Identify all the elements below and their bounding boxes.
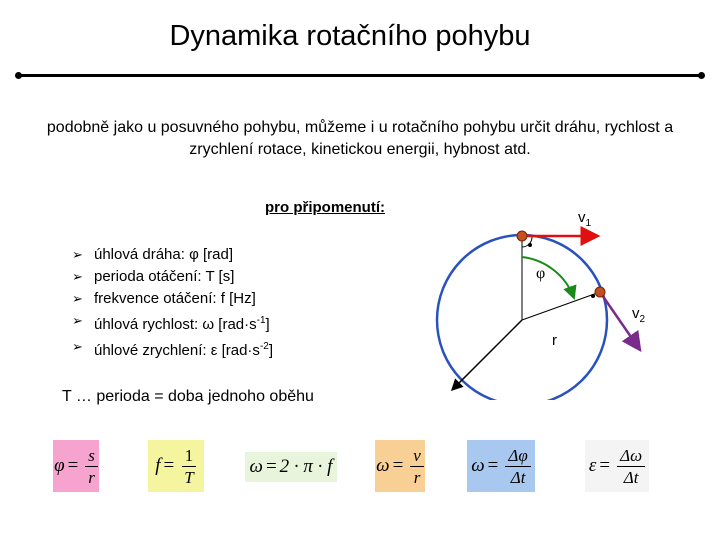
divider-right-dot xyxy=(698,72,705,79)
intro-text: podobně jako u posuvného pohybu, můžeme i u rotačního pohybu určit dráhu, rychlost a zrychlení rotace, kinetickou energii, hybnost atd. xyxy=(46,119,674,158)
quantity-list xyxy=(72,244,273,362)
formula-angular-velocity-v: ω = $\frac{v}{r}$ xyxy=(375,440,425,492)
label-v1: $v_1$ xyxy=(578,209,592,229)
particle-2-icon xyxy=(595,287,605,297)
particle-1-icon xyxy=(517,231,527,241)
angle-dot-2 xyxy=(591,294,595,298)
formula-frequency: f = $\frac{1}{T}$ xyxy=(148,440,204,492)
arrow-bullet-icon: ➢ xyxy=(72,269,83,284)
list-item: ➢ úhlová rychlost: ω $[rad\cdot s^{-1}]$ xyxy=(72,310,273,336)
reminder-heading: pro připomenutí: xyxy=(265,199,385,216)
arrow-bullet-icon: ➢ xyxy=(72,339,83,354)
angle-dot-1 xyxy=(528,243,532,247)
formula-angle: φ = $\frac{s}{r}$ xyxy=(53,440,99,492)
divider-left-dot xyxy=(15,72,22,79)
radius-line-2 xyxy=(522,292,600,320)
label-v2: $v_2$ xyxy=(632,305,646,325)
rotation-diagram xyxy=(420,200,670,400)
formula-angular-velocity-delta: ω = $\frac{\Delta\varphi}{\Delta t}$ xyxy=(467,440,535,492)
list-item: ➢ frekvence otáčení: f [Hz] xyxy=(72,288,273,310)
list-item: ➢ perioda otáčení: T [s] xyxy=(72,266,273,288)
arrow-bullet-icon: ➢ xyxy=(72,291,83,306)
arrow-bullet-icon: ➢ xyxy=(72,247,83,262)
title-divider xyxy=(18,74,702,77)
angle-arc xyxy=(522,257,574,298)
list-item: ➢ úhlové zrychlení: ε $[rad\cdot s^{-2}]$ xyxy=(72,336,273,362)
label-r: r xyxy=(552,332,557,349)
label-phi: φ xyxy=(536,265,546,282)
arrow-bullet-icon: ➢ xyxy=(72,313,83,328)
list-item: ➢ úhlová dráha: φ [rad] xyxy=(72,244,273,266)
period-note: T … perioda = doba jednoho oběhu xyxy=(62,388,314,405)
formula-angular-acceleration: ε = $\frac{\Delta\omega}{\Delta t}$ xyxy=(585,440,649,492)
page-title: Dynamika rotačního pohybu xyxy=(169,20,531,52)
radius-arrow xyxy=(452,320,522,390)
formula-angular-velocity-f: ω = 2 · π · f xyxy=(245,452,337,482)
